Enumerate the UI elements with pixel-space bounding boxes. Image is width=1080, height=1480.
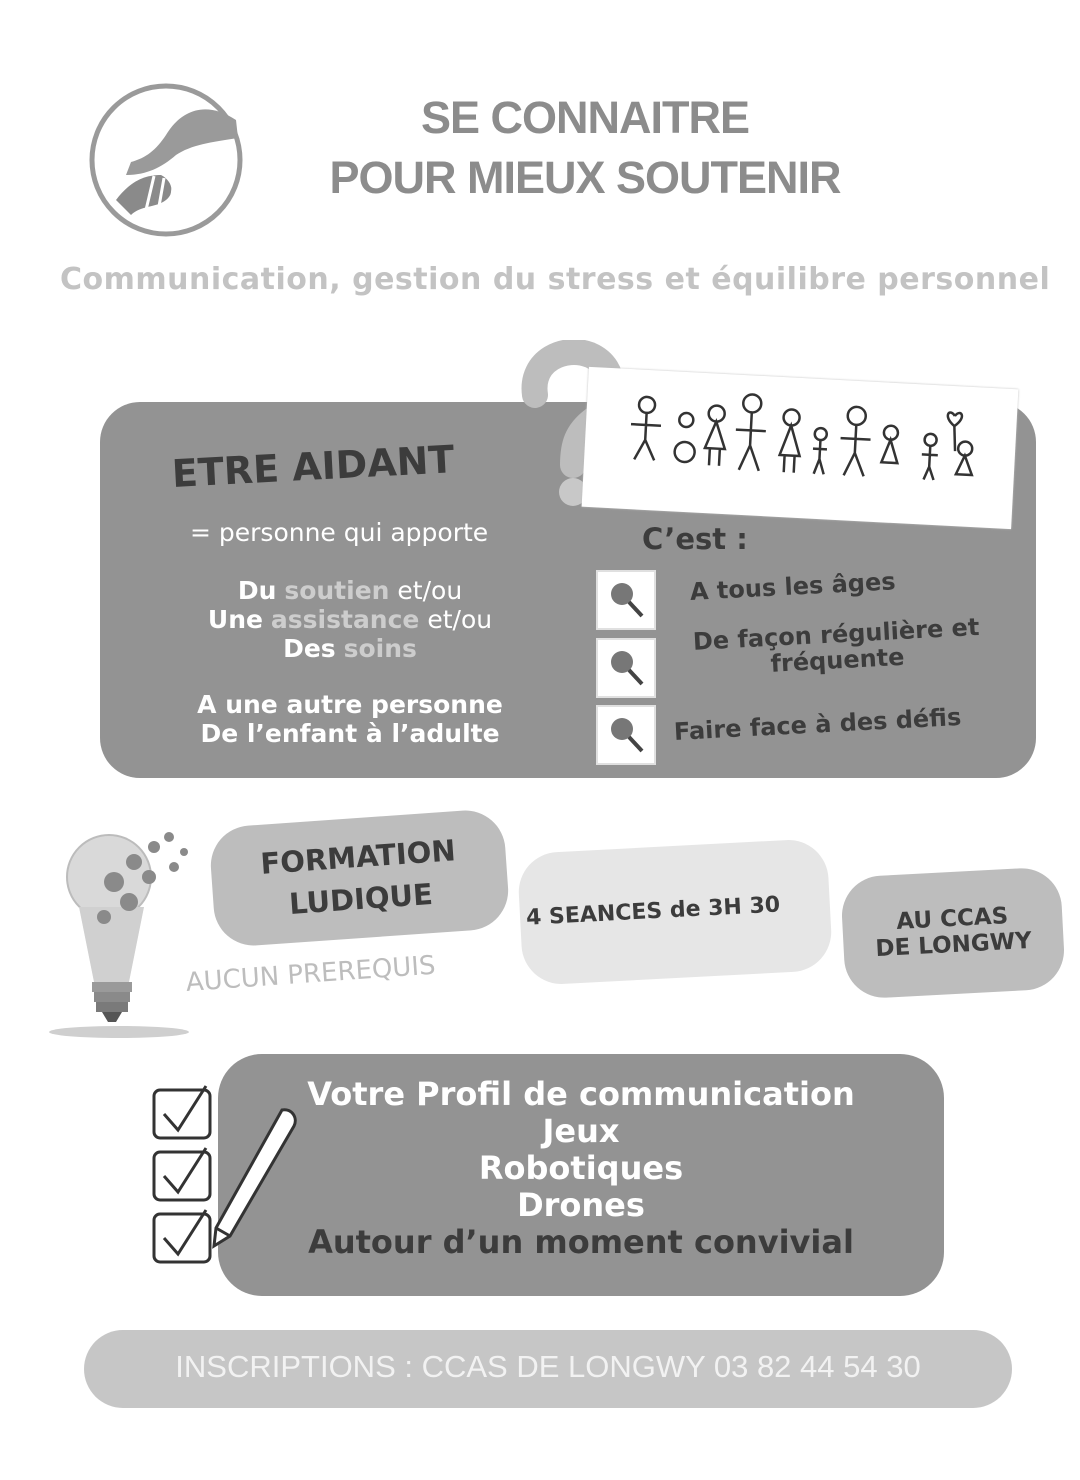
seances-pill <box>517 838 833 986</box>
lieu-line2: DE LONGWY <box>874 927 1033 963</box>
aidant-definition: = personne qui apporte <box>190 518 489 547</box>
program-item: Drones <box>517 1186 645 1224</box>
inscriptions-text: INSCRIPTIONS : CCAS DE LONGWY 03 82 44 54 30 <box>175 1349 921 1384</box>
point-reguliere: De façon régulière et fréquente <box>692 612 980 678</box>
program-item: Jeux <box>542 1112 620 1150</box>
aidant-line-soins: Des soins <box>283 634 417 663</box>
aidant-target-line1: A une autre personne <box>197 690 503 719</box>
program-item: Robotiques <box>478 1149 684 1187</box>
formation-ludique-pill <box>208 808 511 948</box>
seances-text: 4 SEANCES de 3H 30 <box>525 892 781 931</box>
magnifier-icon <box>596 570 656 630</box>
inscriptions-bar <box>84 1330 1012 1408</box>
program-panel <box>218 1054 944 1296</box>
magnifier-icon <box>596 705 656 765</box>
lieu-line1: AU CCAS <box>895 903 1009 935</box>
point-defis: Faire face à des défis <box>673 702 962 746</box>
lightbulb-gears-icon <box>34 822 204 1042</box>
aidant-line-assistance: Une assistance et/ou <box>207 605 493 634</box>
title-line-1: SE CONNAITRE <box>420 92 750 143</box>
aidant-target-line2: De l’enfant à l’adulte <box>200 719 500 748</box>
lieu-pill <box>840 866 1066 999</box>
cest-label: C’est : <box>642 522 748 556</box>
point-ages: A tous les âges <box>689 567 897 606</box>
program-item: Autour d’un moment convivial <box>308 1223 854 1261</box>
program-item: Votre Profil de communication <box>307 1075 855 1113</box>
subtitle: Communication, gestion du stress et équilibre personnel <box>60 262 1051 297</box>
family-figures-icon <box>582 367 1019 529</box>
prerequis-text: AUCUN PREREQUIS <box>184 950 437 998</box>
helping-hands-icon <box>86 80 246 240</box>
title-line-2: POUR MIEUX SOUTENIR <box>329 152 841 203</box>
aidant-line-soutien: Du soutien et/ou <box>237 576 463 605</box>
formation-line2: LUDIQUE <box>288 876 434 921</box>
formation-line1: FORMATION <box>259 833 457 881</box>
aidant-heading: ETRE AIDANT <box>170 437 456 496</box>
magnifier-icon <box>596 638 656 698</box>
pen-icon <box>190 1104 310 1254</box>
